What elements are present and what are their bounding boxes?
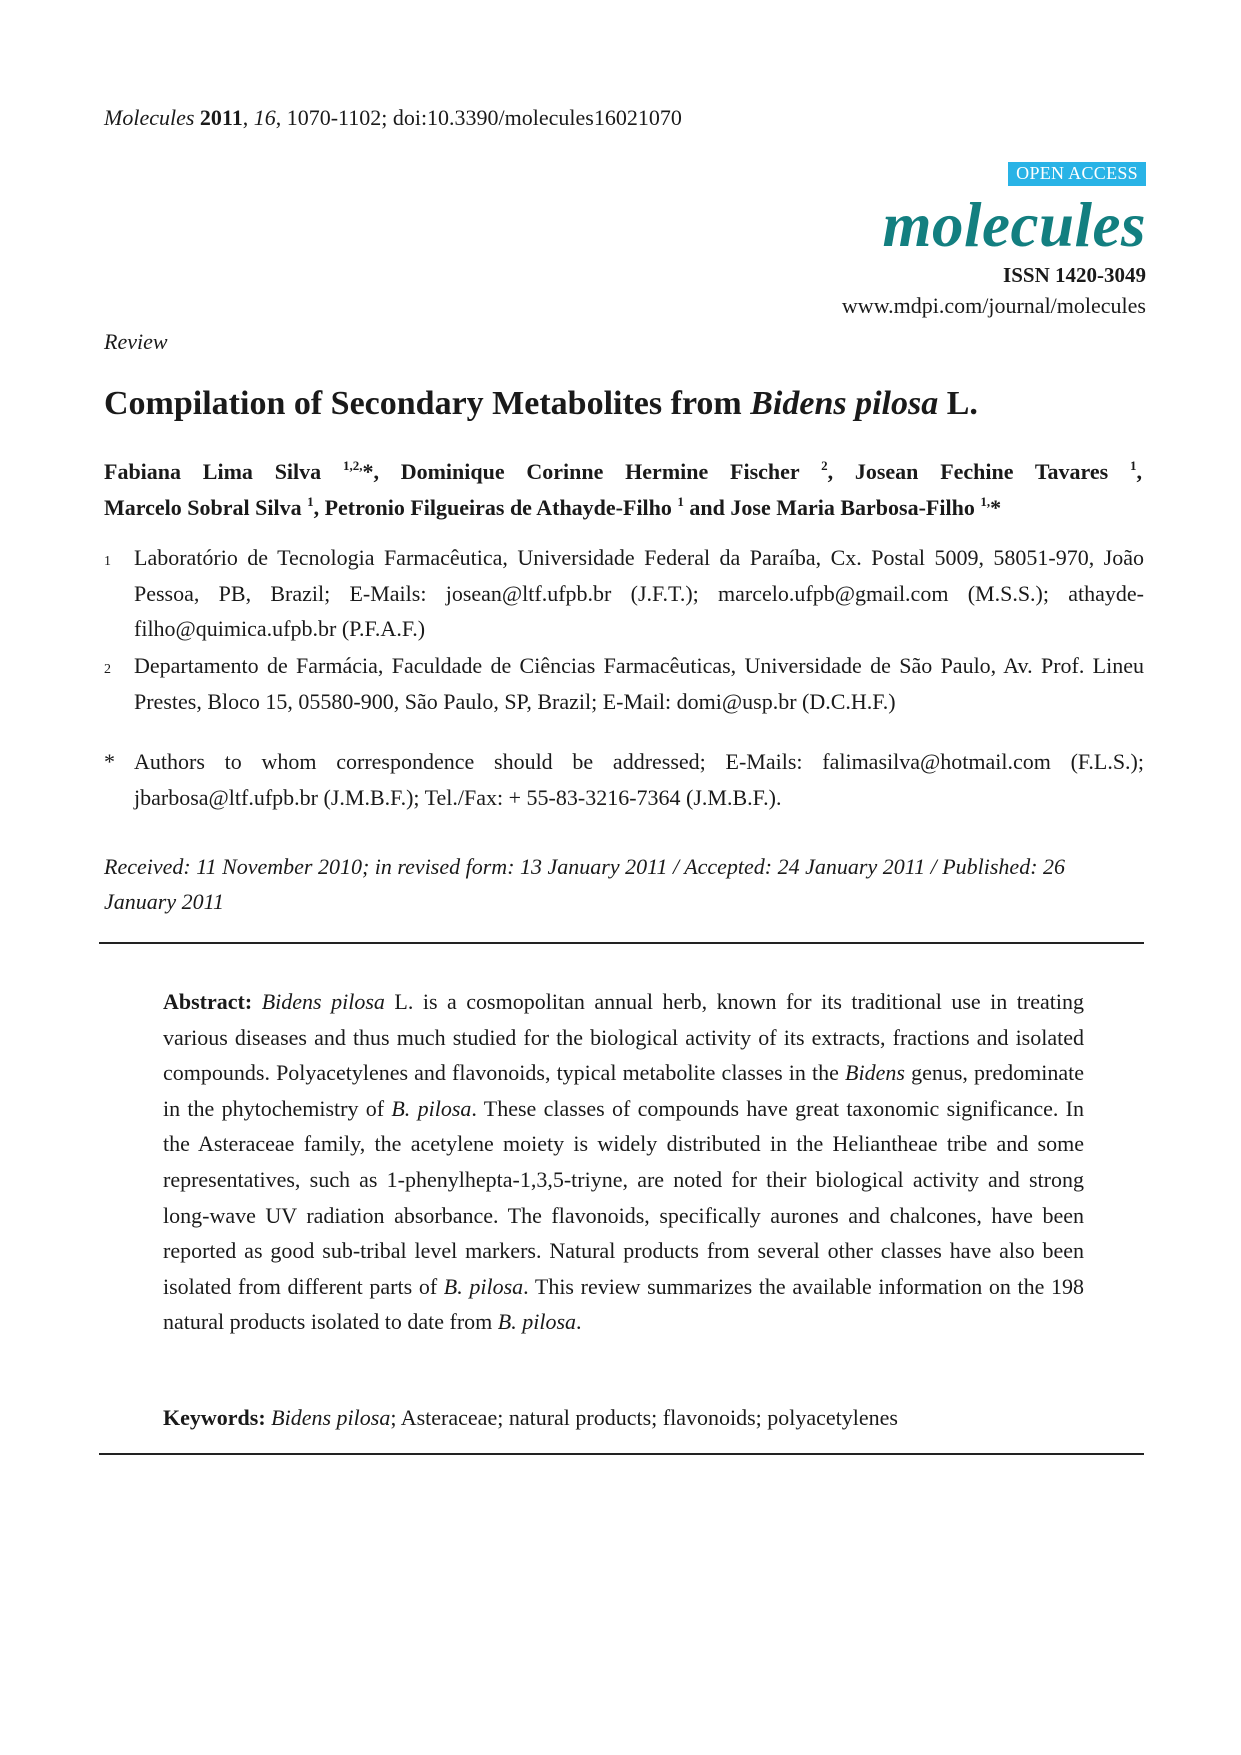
author-line-2: [104, 490, 1142, 526]
author-separator: and: [683, 495, 725, 520]
abstract-text: [252, 989, 262, 1014]
article-type: Review: [104, 329, 168, 354]
author-name-text: Petronio Filgueiras de Athayde-Filho: [324, 495, 678, 520]
abstract: [163, 984, 1084, 1340]
author-list: [104, 454, 1142, 526]
author-affiliation-sup: 1: [677, 494, 684, 509]
keywords: [163, 1400, 1084, 1436]
abstract-species-name: B. pilosa: [497, 1309, 577, 1335]
abstract-species-name: B. pilosa: [391, 1095, 472, 1121]
citation-year: 2011: [199, 105, 243, 130]
abstract-species-name: Bidens: [845, 1060, 905, 1086]
author-separator: ,: [827, 459, 834, 484]
title-species: Bidens pilosa: [750, 385, 939, 422]
keyword-first: Bidens pilosa: [271, 1405, 391, 1430]
author-name: [401, 459, 833, 484]
keywords-rest: ; Asteraceae; natural products; flavonoids; polyacetylenes: [390, 1405, 898, 1430]
author-name-text: Josean Fechine Tavares: [854, 459, 1131, 484]
author-separator: ,: [1136, 459, 1143, 484]
affiliation-number: 2: [104, 662, 111, 677]
author-name: [325, 495, 725, 520]
journal-url[interactable]: www.mdpi.com/journal/molecules: [841, 293, 1146, 318]
correspondence-text: Authors to whom correspondence should be addressed; E-Mails: falimasilva@hotmail.com (F.L.S.); jbarbosa@ltf.ufpb.br (J.M.B.F.); Tel./Fax: + 55-83-3216-7364 (J.M.B.F.).: [134, 749, 1144, 810]
issn: ISSN 1420-3049: [1003, 263, 1146, 287]
citation-journal: Molecules: [104, 105, 195, 130]
author-name-text: Fabiana Lima Silva: [104, 459, 343, 484]
author-affiliation-sup: 1,: [980, 494, 991, 509]
affiliation-2: [104, 648, 1144, 719]
author-name-text: Marcelo Sobral Silva: [104, 495, 308, 520]
abstract-text: . This review summarizes the available information on the 198 natural products isolated to date from: [163, 1273, 1084, 1335]
affiliation-number: 1: [104, 554, 111, 569]
citation-volume: 16: [253, 105, 276, 130]
correspondence-note: [104, 744, 1144, 815]
corresponding-author-star: *: [362, 459, 374, 484]
author-name: [104, 495, 319, 520]
top-divider: [99, 942, 1144, 944]
journal-logo: molecules: [882, 190, 1146, 260]
affiliation-text: Laboratório de Tecnologia Farmacêutica, Universidade Federal da Paraíba, Cx. Postal 5009, 58051-970, João Pessoa, PB, Brazil; E-Mails: josean@ltf.ufpb.br (J.F.T.); marcelo.ufpb@gmail.com (M.S.S.); athayde-filho@quimica.ufpb.br (P.F.A.F.): [134, 545, 1144, 641]
author-name: [855, 459, 1142, 484]
author-name: [104, 459, 379, 484]
correspondence-star: *: [104, 749, 115, 774]
corresponding-author-star: *: [990, 495, 1002, 520]
author-affiliation-sup: 2: [821, 458, 828, 473]
author-name-text: Dominique Corinne Hermine Fischer: [400, 459, 822, 484]
citation-line: Molecules 2011, 16, 1070-1102; doi:10.3390/molecules16021070: [104, 105, 682, 130]
bottom-divider: [99, 1453, 1144, 1455]
citation-pages-doi: , 1070-1102; doi:10.3390/molecules16021070: [275, 105, 682, 130]
title-suffix: L.: [938, 385, 978, 422]
abstract-label: Abstract:: [163, 989, 253, 1014]
article-title: [104, 382, 1144, 426]
abstract-body: [163, 989, 1084, 1334]
abstract-text: .: [576, 1309, 582, 1335]
publication-dates: Received: 11 November 2010; in revised form: 13 January 2011 / Accepted: 24 January 2011 / Published: 26 January 2011: [104, 854, 1066, 914]
author-affiliation-sup: 1: [1130, 458, 1137, 473]
author-separator: ,: [313, 495, 320, 520]
abstract-species-name: Bidens pilosa: [261, 989, 385, 1014]
affiliation-text: Departamento de Farmácia, Faculdade de Ciências Farmacêuticas, Universidade de São Paulo, Av. Prof. Lineu Prestes, Bloco 15, 05580-900, São Paulo, SP, Brazil; E-Mail: domi@usp.br (D.C.H.F.): [134, 653, 1144, 714]
author-affiliation-sup: 1,2,: [342, 458, 363, 473]
author-name: [730, 495, 1001, 520]
keywords-label: Keywords:: [163, 1405, 266, 1430]
abstract-text: L. is a cosmopolitan annual herb, known for its traditional use in treating various diseases and thus much studied for the biological activity of its extracts, fractions and isolated compounds. Polyacetylenes and flavonoids, typical metabolite classes in the: [163, 989, 1084, 1086]
open-access-badge: OPEN ACCESS: [1008, 162, 1146, 186]
abstract-species-name: B. pilosa: [443, 1273, 524, 1299]
abstract-text: genus, predominate in the phytochemistry of: [163, 1060, 1084, 1121]
title-prefix: Compilation of Secondary Metabolites from: [104, 385, 751, 422]
author-affiliation-sup: 1: [307, 494, 314, 509]
author-name-text: Jose Maria Barbosa-Filho: [730, 495, 981, 520]
affiliation-1: [104, 540, 1144, 647]
author-line-1: [104, 454, 1142, 490]
author-separator: ,: [373, 459, 379, 484]
abstract-text: . These classes of compounds have great taxonomic significance. In the Asteraceae family, the acetylene moiety is widely distributed in the Heliantheae tribe and some representatives, such as 1-phenylhepta-1,3,5-triyne, are noted for their biological activity and strong long-wave UV radiation absorbance. The flavonoids, specifically aurones and chalcones, have been reported as good sub-tribal level markers. Natural products from several other classes have also been isolated from different parts of: [163, 1095, 1084, 1299]
